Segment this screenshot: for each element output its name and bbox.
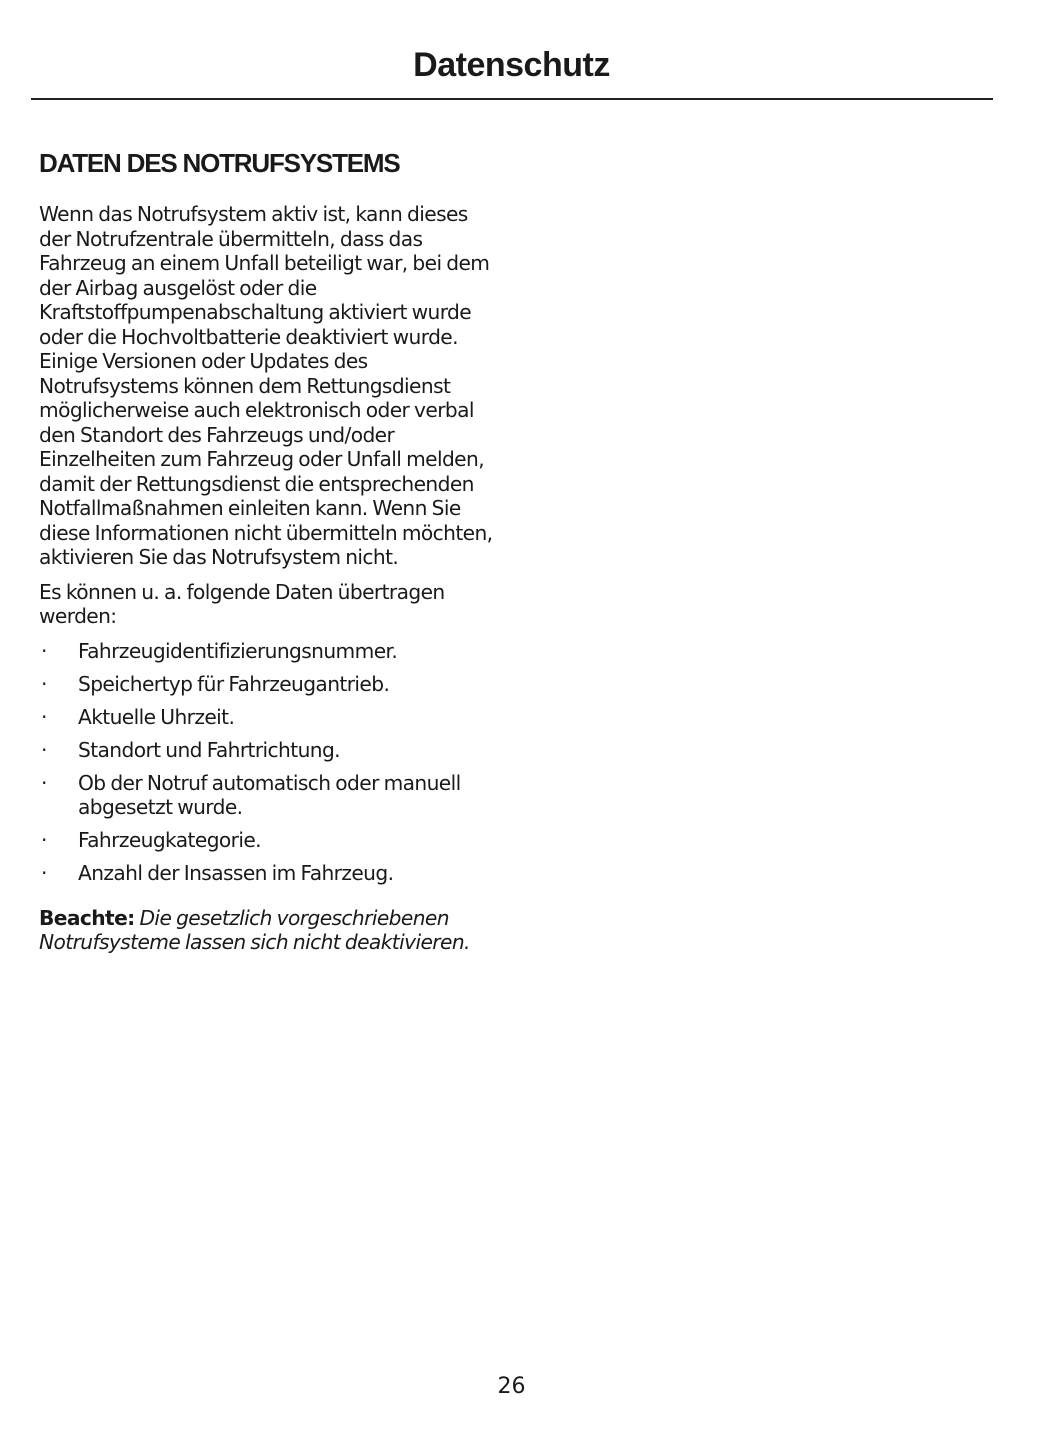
intro-paragraph: Wenn das Notrufsystem aktiv ist, kann dieses der Notrufzentrale übermitteln, dass das Fahrzeug an einem Unfall beteiligt war, bei dem der Airbag ausgelöst oder die Kraftstoffpumpenabschaltung aktiviert wurde oder die Hochvoltbatterie deaktiviert wurde. Einige Versionen oder Updates des Notrufsystems können dem Rettungsdienst möglicherweise auch elektronisch oder verbal den Standort des Fahrzeugs und/oder Einzelheiten zum Fahrzeug oder Unfall melden, damit der Rettungsdienst die entsprechenden Notfallmaßnahmen einleiten kann. Wenn Sie diese Informationen nicht übermitteln möchten, aktivieren Sie das Notrufsystem nicht. — [39, 202, 493, 569]
bullet-icon: · — [41, 704, 47, 729]
note — [39, 906, 494, 955]
note-text: Die gesetzlich vorgeschriebenen Notrufsysteme lassen sich nicht deaktivieren. — [39, 905, 470, 955]
bullet-icon: · — [41, 861, 47, 885]
bullet-icon: · — [41, 770, 47, 795]
list-item: · Aktuelle Uhrzeit. — [41, 704, 235, 729]
bullet-icon: · — [41, 671, 47, 696]
list-item: · Standort und Fahrtrichtung. — [41, 737, 340, 762]
data-list — [39, 639, 494, 886]
page-number: 26 — [497, 1374, 526, 1399]
list-intro-paragraph: Es können u. a. folgende Daten übertragen werden: — [39, 579, 445, 628]
bullet-icon: · — [41, 828, 47, 852]
page-title: Datenschutz — [413, 46, 610, 84]
content-column — [39, 148, 494, 975]
section-heading: DATEN DES NOTRUFSYSTEMS — [39, 148, 400, 178]
note-label: Beachte: — [39, 905, 135, 930]
list-item: · Fahrzeugkategorie. — [41, 828, 262, 852]
list-item: · Anzahl der Insassen im Fahrzeug. — [41, 861, 394, 885]
list-item: · Speichertyp für Fahrzeugantrieb. — [41, 671, 390, 696]
title-divider — [31, 98, 993, 100]
list-item: · Ob der Notruf automatisch oder manuell abgesetzt wurde. — [41, 770, 461, 819]
bullet-icon: · — [41, 638, 47, 663]
list-item: · Fahrzeugidentifizierungsnummer. — [41, 638, 398, 663]
bullet-icon: · — [41, 737, 47, 762]
